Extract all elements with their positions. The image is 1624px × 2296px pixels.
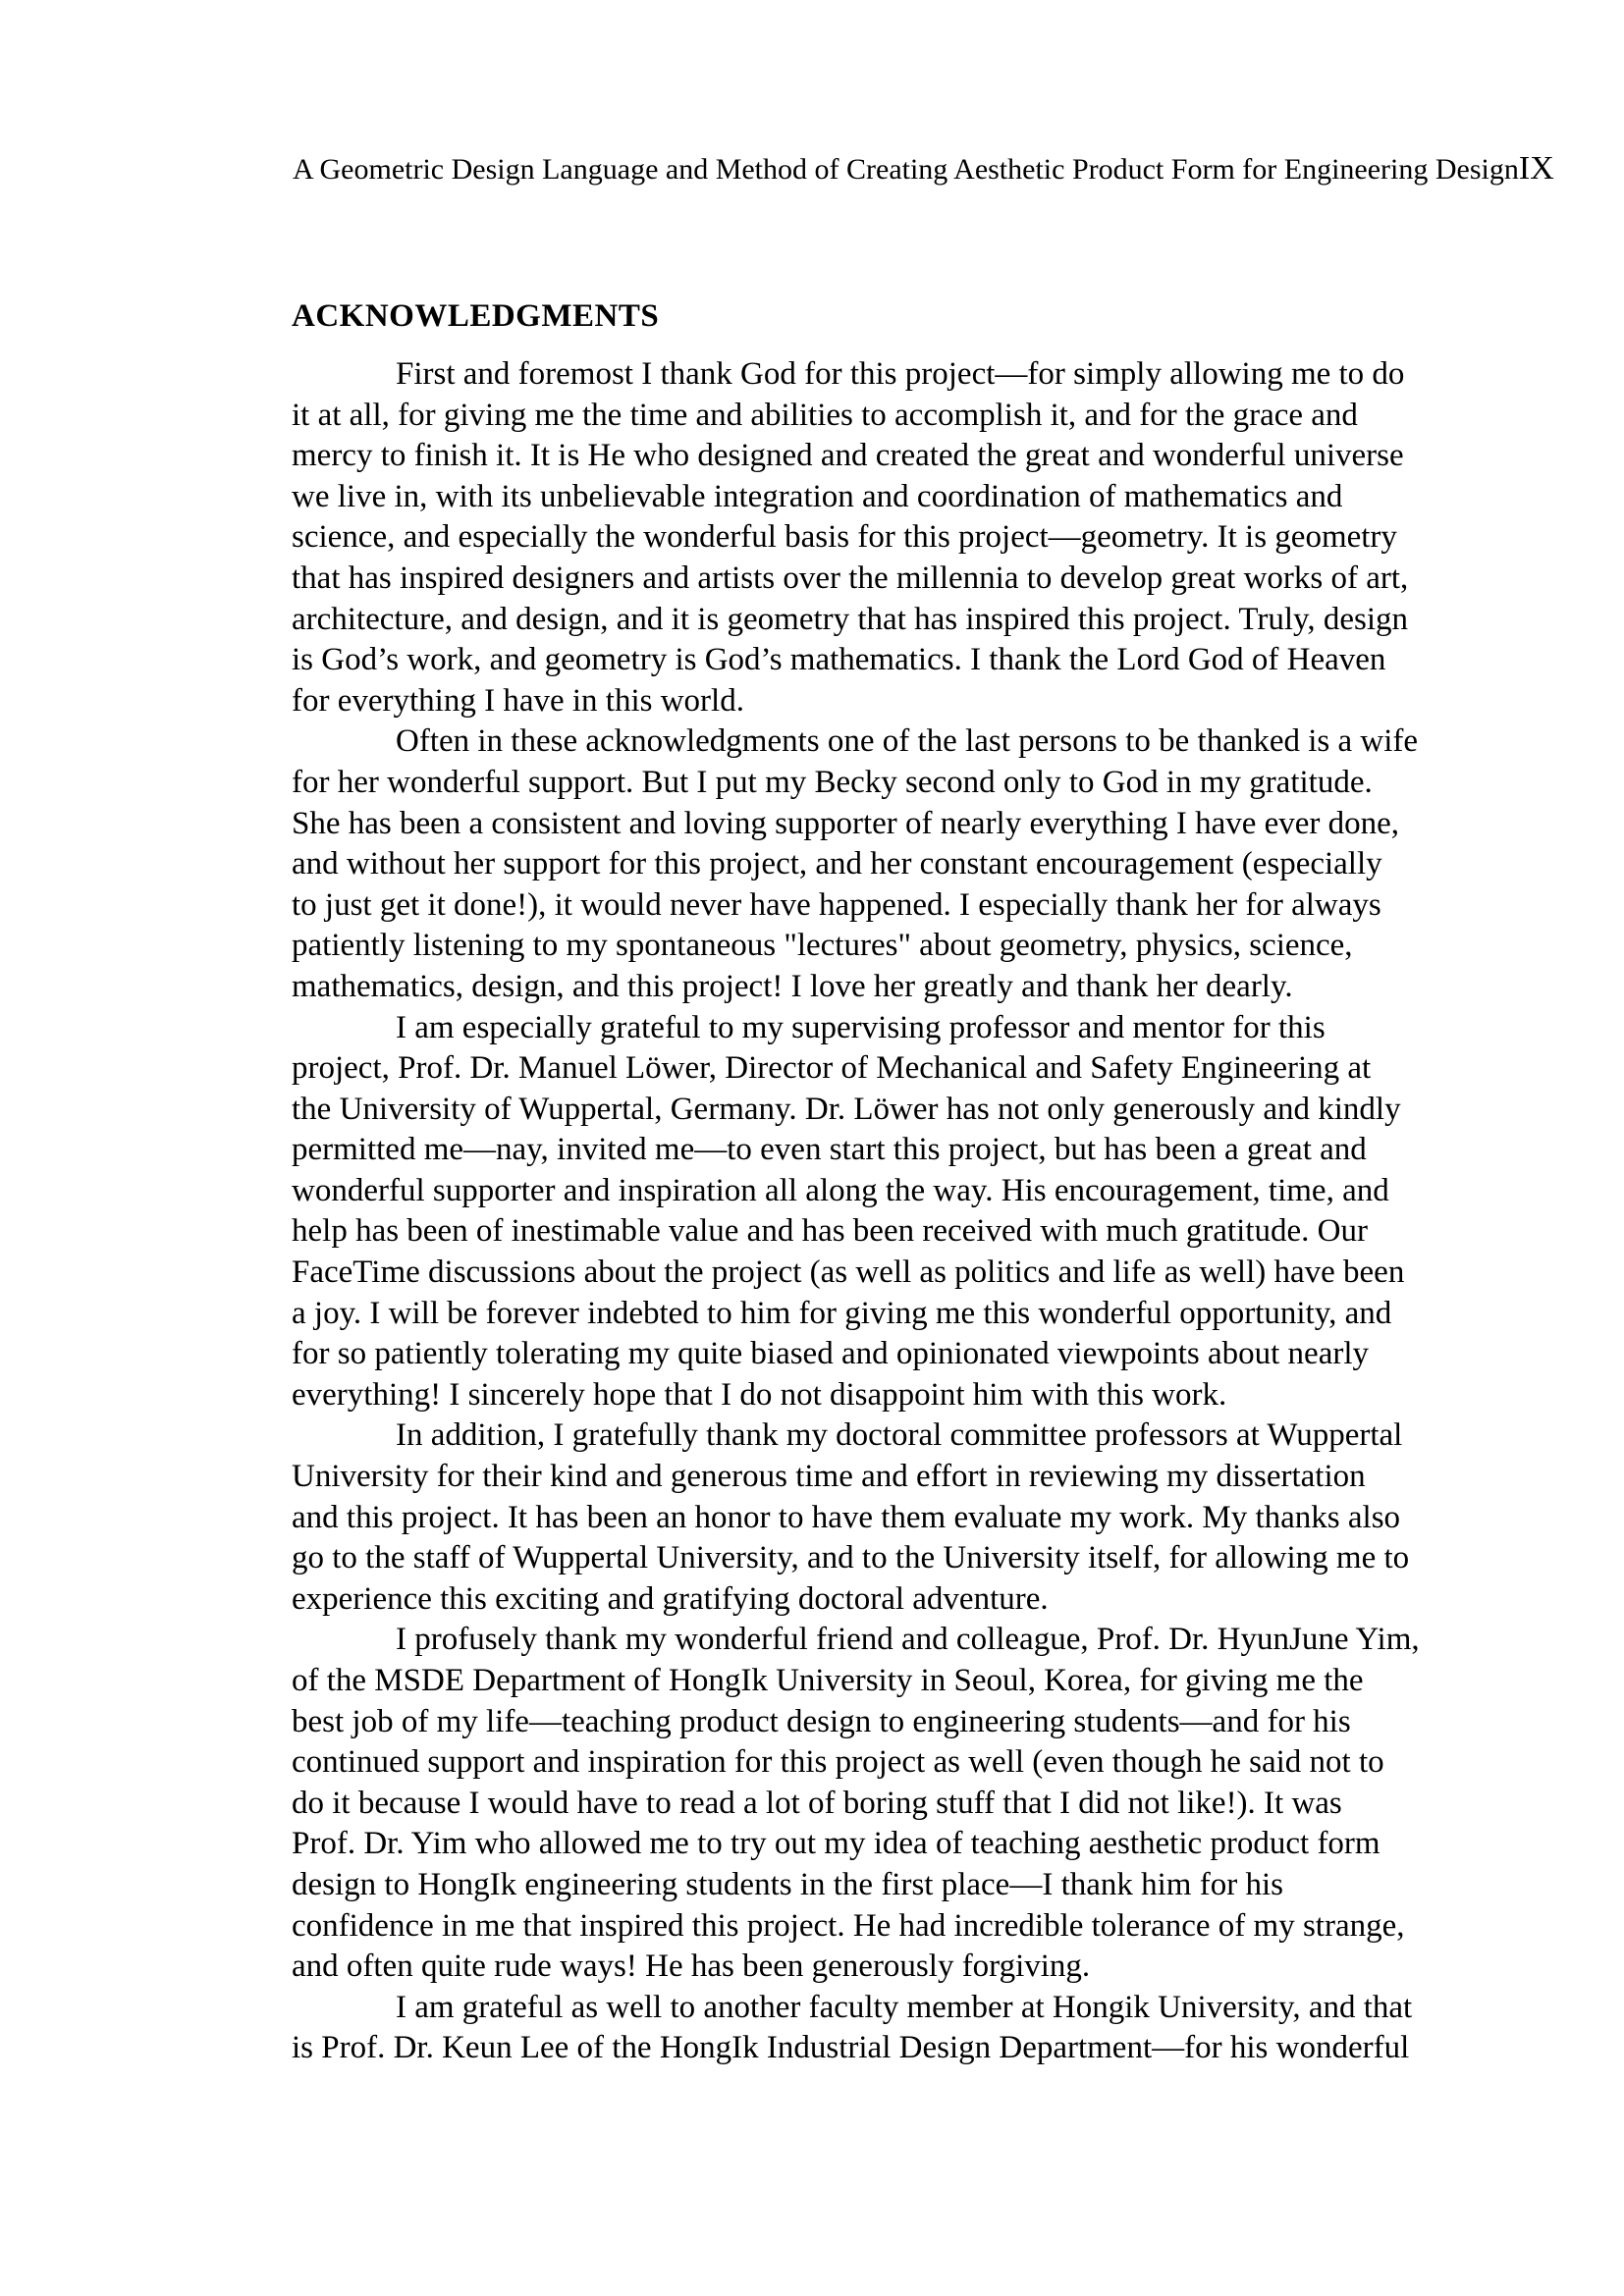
text-line: of the MSDE Department of HongIk University in Seoul, Korea, for giving me the [292, 1663, 1364, 1698]
paragraph [292, 1008, 1435, 1416]
text-line: Prof. Dr. Yim who allowed me to try out my idea of teaching aesthetic product form [292, 1826, 1380, 1862]
text-line: project, Prof. Dr. Manuel Löwer, Director of Mechanical and Safety Engineering at [292, 1050, 1372, 1087]
text-line: is Prof. Dr. Keun Lee of the HongIk Industrial Design Department—for his wonderful [292, 2030, 1410, 2066]
text-line: it at all, for giving me the time and abilities to accomplish it, and for the grace and [292, 397, 1358, 433]
text-line: to just get it done!), it would never have happened. I especially thank her for always [292, 886, 1381, 923]
text-line: and often quite rude ways! He has been generously forgiving. [292, 1949, 1091, 1985]
text-line: everything! I sincerely hope that I do not disappoint him with this work. [292, 1376, 1227, 1413]
text-line: the University of Wuppertal, Germany. Dr. Löwer has not only generously and kindly [292, 1091, 1401, 1127]
text-line: confidence in me that inspired this project. He had incredible tolerance of my strange, [292, 1907, 1405, 1944]
page-header [293, 150, 1554, 187]
page-number: IX [1518, 150, 1554, 187]
text-line: and without her support for this project, and her constant encouragement (especially [292, 846, 1382, 882]
text-line: I am grateful as well to another faculty member at Hongik University, and that [396, 1989, 1413, 2025]
text-line: experience this exciting and gratifying doctoral adventure. [292, 1580, 1049, 1617]
text-line: go to the staff of Wuppertal University, and to the University itself, for allowing me to [292, 1540, 1410, 1576]
text-line: we live in, with its unbelievable integration and coordination of mathematics and [292, 478, 1343, 514]
text-line: design to HongIk engineering students in the first place—I thank him for his [292, 1866, 1283, 1902]
paragraph [292, 354, 1435, 721]
paragraph [292, 1620, 1435, 1987]
text-line: FaceTime discussions about the project (as well as politics and life as well) have been [292, 1255, 1405, 1291]
text-line: In addition, I gratefully thank my doctoral committee professors at Wuppertal [396, 1417, 1403, 1454]
text-line: Often in these acknowledgments one of the last persons to be thanked is a wife [396, 723, 1419, 760]
paragraph [292, 721, 1435, 1007]
text-line: wonderful supporter and inspiration all along the way. His encouragement, time, and [292, 1172, 1389, 1208]
text-line: I profusely thank my wonderful friend and colleague, Prof. Dr. HyunJune Yim, [396, 1622, 1420, 1658]
body-text [292, 354, 1435, 2069]
text-line: I am especially grateful to my supervising professor and mentor for this [396, 1009, 1326, 1045]
text-line: First and foremost I thank God for this project—for simply allowing me to do [396, 356, 1405, 392]
text-line: continued support and inspiration for this project as well (even though he said not to [292, 1744, 1384, 1781]
text-line: architecture, and design, and it is geometry that has inspired this project. Truly, design [292, 601, 1409, 637]
text-line: patiently listening to my spontaneous "lectures" about geometry, physics, science, [292, 928, 1353, 964]
text-line: a joy. I will be forever indebted to him for giving me this wonderful opportunity, and [292, 1295, 1392, 1331]
text-line: for so patiently tolerating my quite biased and opinionated viewpoints about nearly [292, 1336, 1369, 1372]
text-line: that has inspired designers and artists over the millennia to develop great works of art, [292, 560, 1409, 596]
text-line: permitted me—nay, invited me—to even start this project, but has been a great and [292, 1132, 1367, 1168]
text-line: She has been a consistent and loving supporter of nearly everything I have ever done, [292, 805, 1400, 841]
section-heading: ACKNOWLEDGMENTS [292, 298, 660, 334]
running-title: A Geometric Design Language and Method of Creating Aesthetic Product Form for Engineering Design [293, 153, 1519, 186]
text-line: University for their kind and generous time and effort in reviewing my dissertation [292, 1459, 1366, 1495]
text-line: is God’s work, and geometry is God’s mathematics. I thank the Lord God of Heaven [292, 642, 1386, 678]
text-line: for her wonderful support. But I put my Becky second only to God in my gratitude. [292, 764, 1373, 800]
text-line: best job of my life—teaching product design to engineering students—and for his [292, 1703, 1351, 1739]
text-line: for everything I have in this world. [292, 682, 744, 719]
text-line: do it because I would have to read a lot of boring stuff that I did not like!). It was [292, 1785, 1342, 1821]
paragraph [292, 1415, 1435, 1620]
text-line: mathematics, design, and this project! I love her greatly and thank her dearly. [292, 968, 1293, 1004]
paragraph [292, 1988, 1435, 2069]
text-line: science, and especially the wonderful basis for this project—geometry. It is geometry [292, 519, 1397, 556]
text-line: help has been of inestimable value and has been received with much gratitude. Our [292, 1213, 1368, 1250]
text-line: mercy to finish it. It is He who designed and created the great and wonderful universe [292, 438, 1404, 474]
text-line: and this project. It has been an honor to have them evaluate my work. My thanks also [292, 1499, 1401, 1535]
